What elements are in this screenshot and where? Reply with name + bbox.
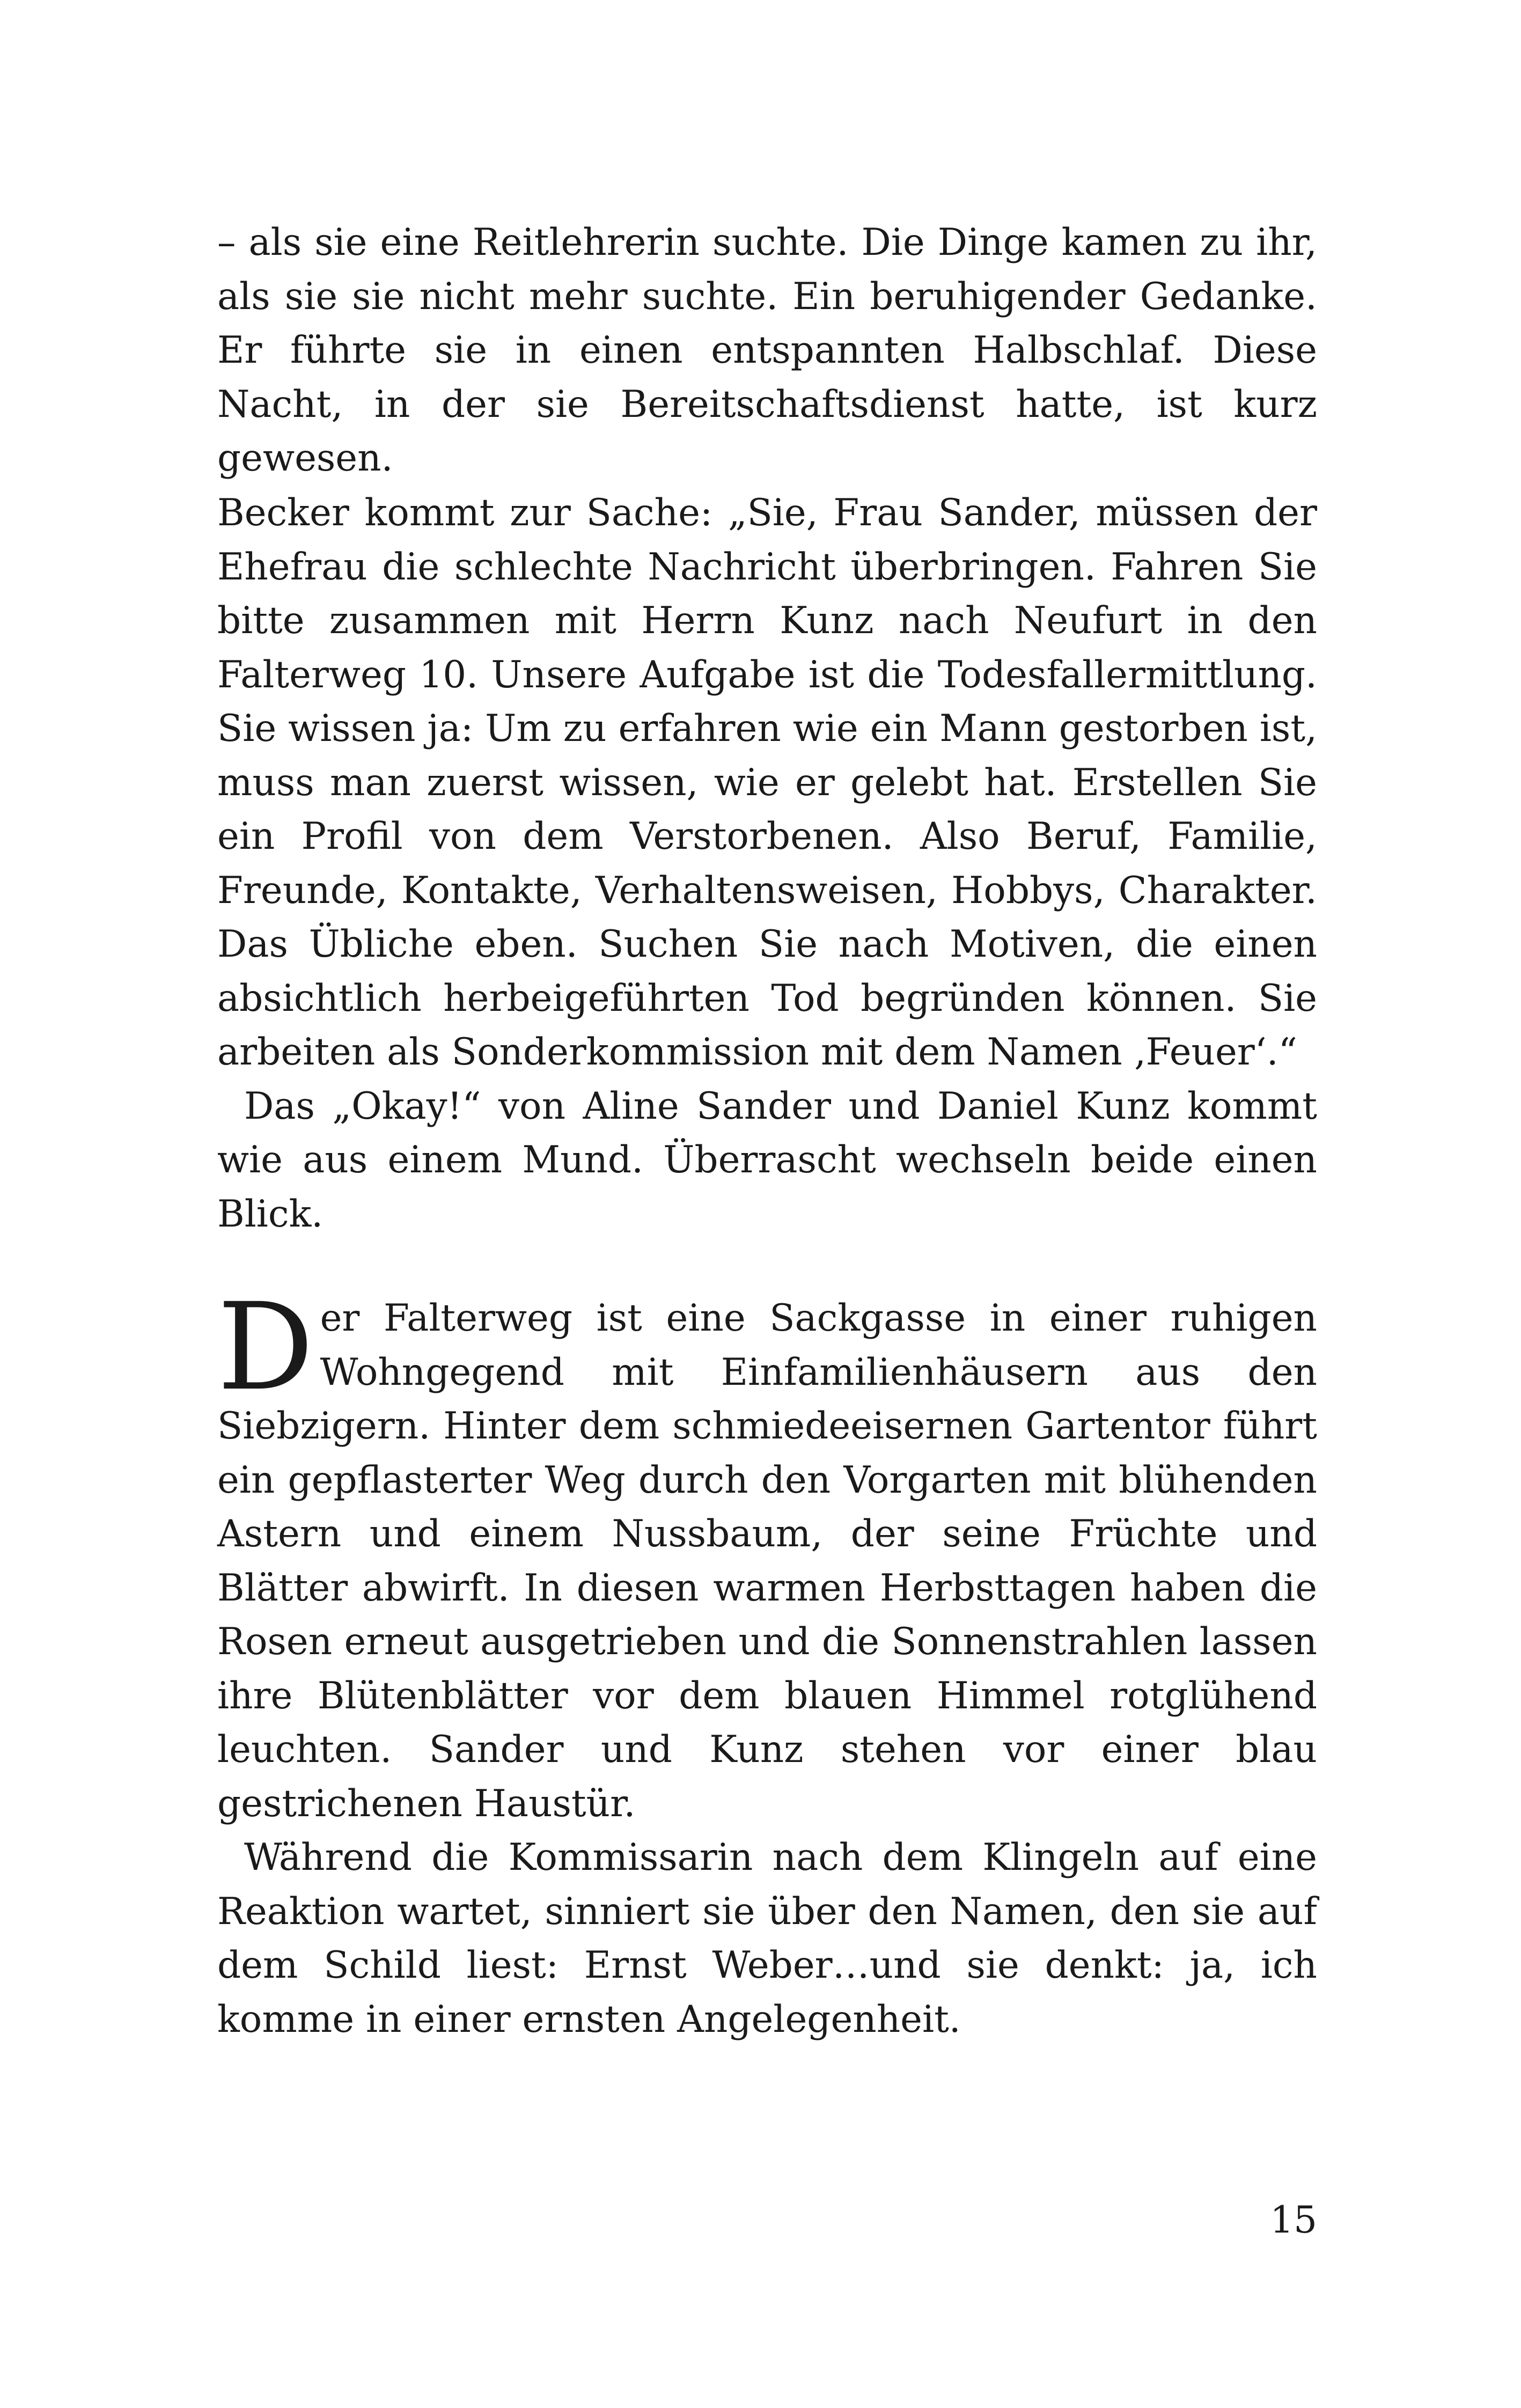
paragraph: Das „Okay!“ von Aline Sander und Daniel Kunz kommt wie aus einem Mund. Überrascht wechseln beide einen Blick.: [217, 1084, 1317, 1236]
paragraph: – als sie eine Reitlehrerin suchte. Die Dinge kamen zu ihr, als sie sie nicht mehr suchte. Ein beruhigender Gedanke. Er führte sie in einen entspannten Halbschlaf. Diese Nacht, in der sie Bereitschaftsdienst hatte, ist kurz gewesen.: [217, 221, 1317, 480]
text-block-top: [217, 216, 1317, 486]
text-block-dialogue: [217, 486, 1317, 1241]
section-opening-paragraph: [217, 1277, 1317, 1831]
section-opening-text: er Falterweg ist eine Sackgasse in einer ruhigen Wohngegend mit Einfamilienhäusern aus den Siebzigern. Hinter dem schmiedeeisernen Gartentor führt ein gepflasterter Weg durch den Vorgarten mit blühenden Astern und einem Nussbaum, der seine Früchte und Blätter abwirft. In diesen warmen Herbsttagen haben die Rosen erneut ausgetrieben und die Sonnenstrahlen lassen ihre Blütenblätter vor dem blauen Himmel rotglühend leuchten. Sander und Kunz stehen vor einer blau gestrichenen Haustür.: [217, 1297, 1317, 1825]
paragraph: Während die Kommissarin nach dem Klingeln auf eine Reaktion wartet, sinniert sie über den Namen, den sie auf dem Schild liest: Ernst Weber…und sie denkt: ja, ich komme in einer ernsten Angelegenheit.: [217, 1836, 1317, 2041]
page-number: 15: [1270, 2199, 1317, 2242]
drop-cap: D: [217, 1277, 314, 1417]
paragraph: Becker kommt zur Sache: „Sie, Frau Sander, müssen der Ehefrau die schlechte Nachricht überbringen. Fahren Sie bitte zusammen mit Herrn Kunz nach Neufurt in den Falterweg 10. Unsere Aufgabe ist die Todesfallermittlung. Sie wissen ja: Um zu erfahren wie ein Mann gestorben ist, muss man zuerst wissen, wie er gelebt hat. Erstellen Sie ein Profil von dem Verstorbenen. Also Beruf, Familie, Freunde, Kontakte, Verhaltensweisen, Hobbys, Charakter. Das Übliche eben. Suchen Sie nach Motiven, die einen absichtlich herbeigeführten Tod begründen können. Sie arbeiten als Sonderkommission mit dem Namen ‚Feuer‘.“: [217, 491, 1317, 1074]
text-block-new-section: [217, 1277, 1317, 2046]
